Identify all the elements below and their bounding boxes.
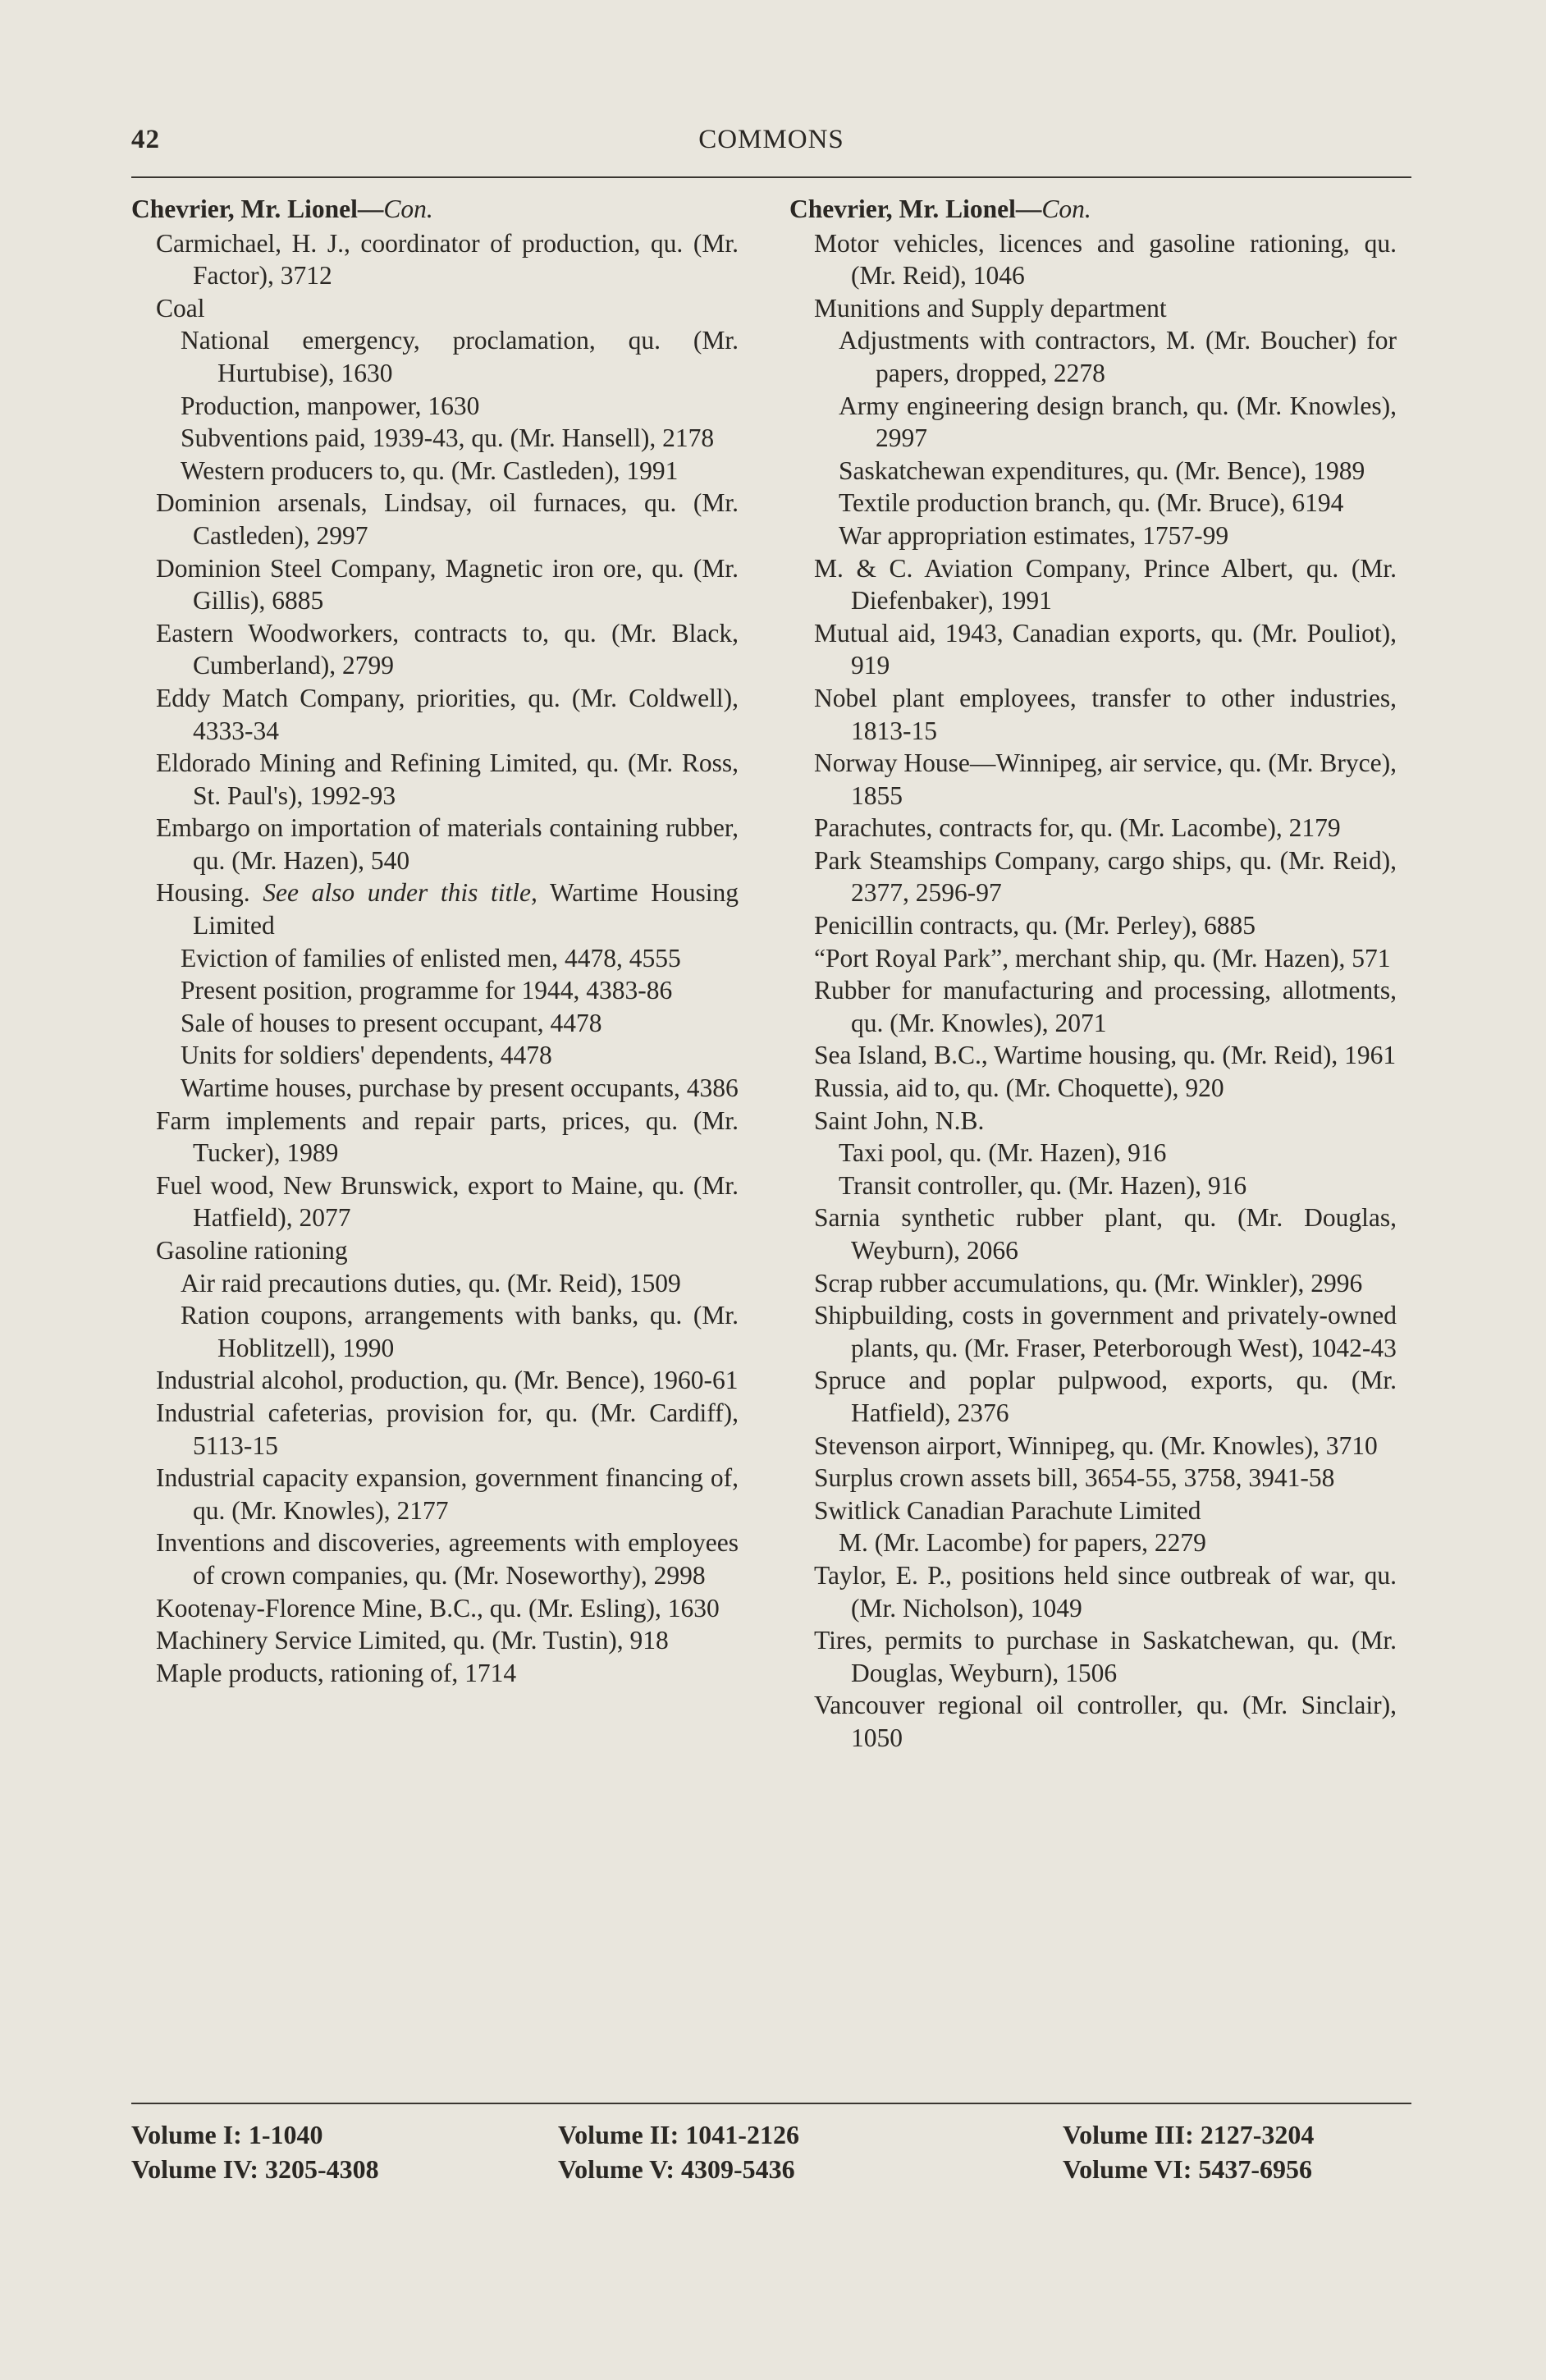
entry-text: Carmichael, H. J., coordinator of production, qu. (Mr. Factor), 3712 (156, 228, 739, 291)
volume-range: Volume IV: 3205-4308 (131, 2154, 379, 2184)
index-entry (789, 1559, 1397, 1624)
entry-text: Parachutes, contracts for, qu. (Mr. Lacombe), 2179 (814, 813, 1341, 843)
entry-text: Motor vehicles, licences and gasoline rationing, qu. (Mr. Reid), 1046 (814, 228, 1397, 291)
index-entry (131, 1624, 739, 1657)
index-entry (789, 292, 1397, 325)
entry-text: “Port Royal Park”, merchant ship, qu. (Mr. Hazen), 571 (814, 943, 1391, 973)
index-subentry (131, 942, 739, 975)
entry-text: Saskatchewan expenditures, qu. (Mr. Bence), 1989 (839, 455, 1365, 485)
running-head-title: COMMONS (698, 125, 844, 154)
right-column-heading (789, 193, 1397, 226)
index-subentry (789, 1137, 1397, 1169)
index-entry (789, 1364, 1397, 1429)
index-subentry (131, 390, 739, 423)
heading-continued: Con. (1041, 195, 1091, 223)
footer-column-2 (558, 2117, 799, 2186)
heading-continued: Con. (383, 195, 433, 223)
cross-reference-target: Wartime Housing Limited (193, 878, 739, 941)
entry-text: Industrial alcohol, production, qu. (Mr. Bence), 1960-61 (156, 1366, 739, 1395)
entry-text: Embargo on importation of materials containing rubber, qu. (Mr. Hazen), 540 (156, 813, 739, 875)
entry-text: Mutual aid, 1943, Canadian exports, qu. (Mr. Pouliot), 919 (814, 618, 1397, 680)
page-header (131, 115, 1411, 164)
entry-text: Industrial cafeterias, provision for, qu. (Mr. Cardiff), 5113-15 (156, 1398, 739, 1460)
index-entry (789, 617, 1397, 682)
left-column-heading (131, 193, 739, 226)
index-entry (131, 1397, 739, 1462)
entry-text: Eviction of families of enlisted men, 4478, 4555 (181, 943, 681, 973)
heading-name: Chevrier, Mr. Lionel— (789, 195, 1042, 223)
entry-text: Surplus crown assets bill, 3654-55, 3758, 3941-58 (814, 1463, 1335, 1493)
index-entry (131, 1592, 739, 1625)
index-subentry (131, 422, 739, 455)
index-entry (789, 1072, 1397, 1105)
left-entry-list (131, 227, 739, 1690)
index-entry (789, 1624, 1397, 1689)
index-entry (789, 812, 1397, 844)
index-entry (789, 844, 1397, 909)
index-subentry (789, 324, 1397, 389)
entry-text: Eldorado Mining and Refining Limited, qu. (Mr. Ross, St. Paul's), 1992-93 (156, 748, 739, 810)
entry-text: Maple products, rationing of, 1714 (156, 1658, 517, 1687)
entry-text: Western producers to, qu. (Mr. Castleden), 1991 (181, 455, 679, 485)
index-subentry (789, 1169, 1397, 1202)
entry-text: Kootenay-Florence Mine, B.C., qu. (Mr. Esling), 1630 (156, 1593, 720, 1623)
index-entry (789, 1267, 1397, 1300)
entry-text: Transit controller, qu. (Mr. Hazen), 916 (839, 1170, 1247, 1200)
index-entry (789, 1462, 1397, 1494)
index-entry (789, 909, 1397, 942)
entry-text: Inventions and discoveries, agreements with employees of crown companies, qu. (Mr. Noseworthy), 2998 (156, 1528, 739, 1590)
entry-text: Dominion arsenals, Lindsay, oil furnaces, qu. (Mr. Castleden), 2997 (156, 488, 739, 550)
index-entry (131, 617, 739, 682)
entry-text: Munitions and Supply department (814, 293, 1167, 323)
entry-text: Saint John, N.B. (814, 1105, 985, 1135)
entry-text: Subventions paid, 1939-43, qu. (Mr. Hansell), 2178 (181, 423, 715, 453)
index-subentry (789, 487, 1397, 519)
entry-text: Dominion Steel Company, Magnetic iron ore, qu. (Mr. Gillis), 6885 (156, 553, 739, 616)
entry-text: Textile production branch, qu. (Mr. Bruce), 6194 (839, 488, 1344, 518)
index-entry (789, 1299, 1397, 1364)
entry-text: Farm implements and repair parts, prices, qu. (Mr. Tucker), 1989 (156, 1105, 739, 1168)
index-subentry (131, 324, 739, 389)
index-entry (131, 682, 739, 747)
entry-text: Machinery Service Limited, qu. (Mr. Tustin), 918 (156, 1626, 669, 1655)
index-subentry (131, 1007, 739, 1040)
index-subentry (131, 455, 739, 487)
right-entry-list (789, 227, 1397, 1755)
entry-text: Fuel wood, New Brunswick, export to Maine, qu. (Mr. Hatfield), 2077 (156, 1170, 739, 1233)
entry-text: Scrap rubber accumulations, qu. (Mr. Winkler), 2996 (814, 1268, 1363, 1298)
index-entry (789, 942, 1397, 975)
heading-name: Chevrier, Mr. Lionel— (131, 195, 384, 223)
right-column (789, 193, 1397, 1755)
entry-text: Ration coupons, arrangements with banks, qu. (Mr. Hoblitzell), 1990 (181, 1301, 739, 1362)
entry-text: M. & C. Aviation Company, Prince Albert, qu. (Mr. Diefenbaker), 1991 (814, 553, 1397, 616)
entry-text: Taylor, E. P., positions held since outbreak of war, qu. (Mr. Nicholson), 1049 (814, 1560, 1397, 1623)
header-rule (131, 176, 1411, 178)
index-entry (789, 227, 1397, 292)
index-entry (131, 292, 739, 325)
index-entry (131, 747, 739, 812)
entry-text: Eddy Match Company, priorities, qu. (Mr. Coldwell), 4333-34 (156, 683, 739, 745)
volume-range: Volume V: 4309-5436 (558, 2154, 795, 2184)
index-entry (131, 1364, 739, 1397)
entry-text: Sea Island, B.C., Wartime housing, qu. (Mr. Reid), 1961 (814, 1041, 1397, 1070)
index-entry (131, 876, 739, 941)
index-entry (131, 1169, 739, 1234)
index-entry (131, 812, 739, 876)
entry-text: Sale of houses to present occupant, 4478 (181, 1008, 602, 1037)
index-subentry (131, 1267, 739, 1300)
left-column (131, 193, 739, 1689)
entry-text: Production, manpower, 1630 (181, 391, 480, 420)
index-entry (789, 552, 1397, 617)
entry-text: Eastern Woodworkers, contracts to, qu. (Mr. Black, Cumberland), 2799 (156, 618, 739, 680)
entry-text: National emergency, proclamation, qu. (Mr. Hurtubise), 1630 (181, 326, 739, 387)
index-entry (131, 1462, 739, 1526)
index-entry (789, 1105, 1397, 1137)
entry-text: Gasoline rationing (156, 1236, 348, 1265)
footer-rule (131, 2103, 1411, 2104)
entry-text: Housing. (156, 878, 250, 908)
entry-text: Switlick Canadian Parachute Limited (814, 1495, 1201, 1525)
footer-column-3 (1063, 2117, 1314, 2186)
index-entry (131, 227, 739, 292)
index-entry (789, 1039, 1397, 1072)
index-subentry (131, 974, 739, 1007)
entry-text: M. (Mr. Lacombe) for papers, 2279 (839, 1528, 1206, 1558)
index-subentry (789, 455, 1397, 487)
volume-range: Volume VI: 5437-6956 (1063, 2154, 1313, 2184)
entry-text: Park Steamships Company, cargo ships, qu. (Mr. Reid), 2377, 2596-97 (814, 845, 1397, 908)
entry-text: Present position, programme for 1944, 4383-86 (181, 976, 673, 1005)
entry-text: War appropriation estimates, 1757-99 (839, 520, 1229, 550)
volume-range: Volume II: 1041-2126 (558, 2120, 799, 2149)
index-entry (131, 1526, 739, 1591)
volume-range: Volume III: 2127-3204 (1063, 2120, 1315, 2149)
entry-text: Taxi pool, qu. (Mr. Hazen), 916 (839, 1138, 1167, 1168)
entry-text: Rubber for manufacturing and processing, allotments, qu. (Mr. Knowles), 2071 (814, 976, 1397, 1037)
entry-text: Coal (156, 293, 205, 323)
index-subentry (789, 519, 1397, 552)
entry-text: Russia, aid to, qu. (Mr. Choquette), 920 (814, 1073, 1224, 1103)
entry-text: Adjustments with contractors, M. (Mr. Boucher) for papers, dropped, 2278 (839, 326, 1397, 387)
index-entry (789, 682, 1397, 747)
entry-text: Air raid precautions duties, qu. (Mr. Reid), 1509 (181, 1268, 681, 1298)
index-entry (789, 1689, 1397, 1754)
index-entry (131, 1657, 739, 1690)
entry-text: Wartime houses, purchase by present occupants, 4386 (181, 1073, 739, 1103)
entry-text: Sarnia synthetic rubber plant, qu. (Mr. Douglas, Weyburn), 2066 (814, 1203, 1397, 1265)
entry-text: Industrial capacity expansion, government financing of, qu. (Mr. Knowles), 2177 (156, 1463, 739, 1525)
entry-text: Army engineering design branch, qu. (Mr. Knowles), 2997 (839, 391, 1397, 453)
cross-reference: See also under this title, (263, 878, 537, 908)
entry-text: Tires, permits to purchase in Saskatchewan, qu. (Mr. Douglas, Weyburn), 1506 (814, 1626, 1397, 1687)
index-entry (789, 1201, 1397, 1266)
index-entry (789, 1494, 1397, 1527)
index-subentry (789, 1526, 1397, 1559)
index-entry (789, 747, 1397, 812)
index-subentry (131, 1039, 739, 1072)
entry-text: Nobel plant employees, transfer to other industries, 1813-15 (814, 683, 1397, 745)
index-entry (131, 552, 739, 617)
index-subentry (789, 390, 1397, 455)
page-number: 42 (131, 125, 160, 154)
entry-text: Norway House—Winnipeg, air service, qu. (Mr. Bryce), 1855 (814, 748, 1397, 810)
index-subentry (131, 1299, 739, 1364)
index-entry (131, 1234, 739, 1267)
index-entry (789, 1430, 1397, 1462)
index-entry (789, 974, 1397, 1039)
index-entry (131, 487, 739, 552)
entry-text: Penicillin contracts, qu. (Mr. Perley), 6885 (814, 911, 1256, 941)
entry-text: Spruce and poplar pulpwood, exports, qu. (Mr. Hatfield), 2376 (814, 1366, 1397, 1427)
index-subentry (131, 1072, 739, 1105)
entry-text: Stevenson airport, Winnipeg, qu. (Mr. Knowles), 3710 (814, 1430, 1378, 1460)
entry-text: Vancouver regional oil controller, qu. (Mr. Sinclair), 1050 (814, 1691, 1397, 1752)
footer-column-1 (131, 2117, 379, 2186)
entry-text: Units for soldiers' dependents, 4478 (181, 1041, 552, 1070)
volume-range: Volume I: 1-1040 (131, 2120, 323, 2149)
entry-text: Shipbuilding, costs in government and privately-owned plants, qu. (Mr. Fraser, Peterborough West), 1042-43 (814, 1301, 1397, 1362)
index-entry (131, 1105, 739, 1169)
